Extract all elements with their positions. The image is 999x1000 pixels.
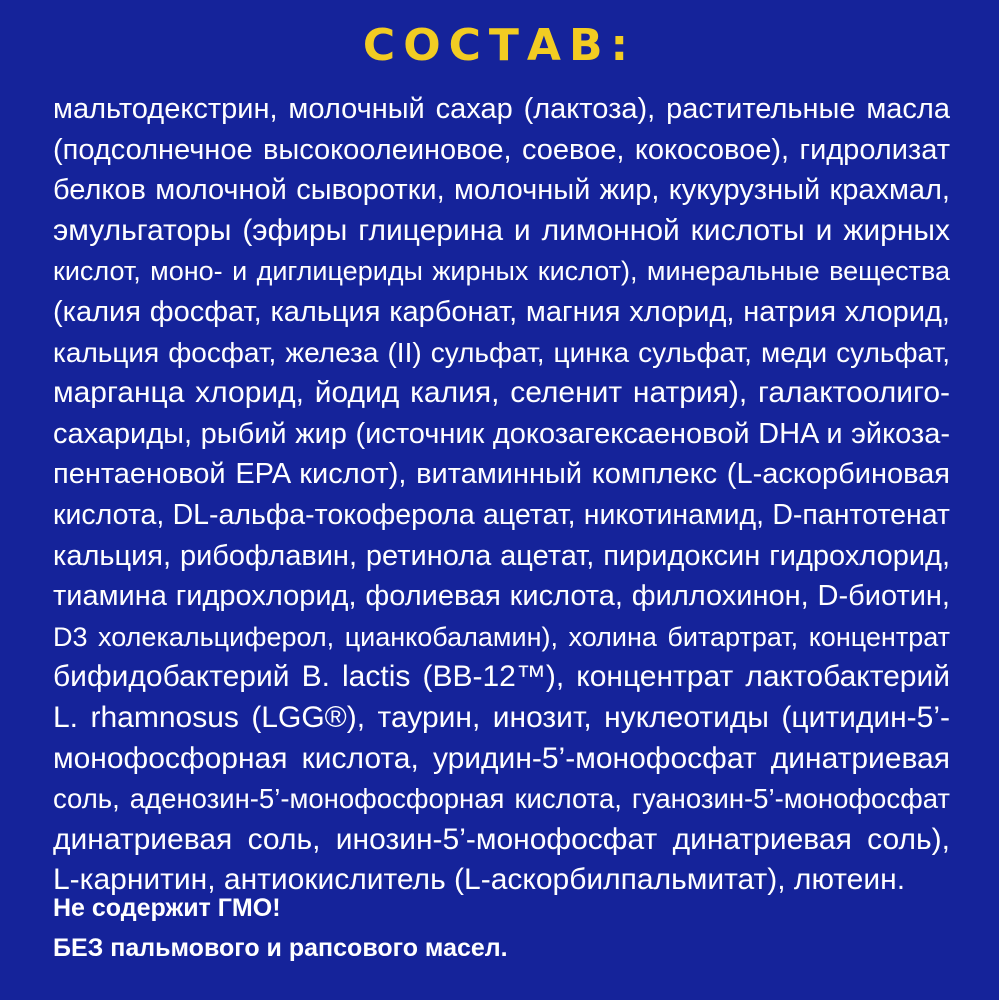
ingredients-line: динатриевая соль, инозин-5’-монофосфат динатриевая соль), <box>53 822 950 856</box>
ingredients-line: сахариды, рыбий жир (источник докозагексаеновой DHA и эйкоза- <box>53 417 950 450</box>
ingredients-line: L-карнитин, антиокислитель (L-аскорбилпальмитат), лютеин. <box>53 863 906 897</box>
ingredients-line: монофосфорная кислота, уридин-5’-монофосфат динатриевая <box>53 741 950 775</box>
ingredients-line: белков молочной сыворотки, молочный жир, кукурузный крахмал, <box>53 174 950 207</box>
ingredients-line: D3 холекальциферол, цианкобаламин), холина битартрат, концентрат <box>53 621 950 652</box>
ingredients-line: эмульгаторы (эфиры глицерина и лимонной кислоты и жирных <box>53 213 950 247</box>
ingredients-line: пентаеновой EPA кислот), витаминный комплекс (L-аскорбиновая <box>53 458 950 491</box>
ingredients-line: (подсолнечное высокоолеиновое, соевое, кокосовое), гидролизат <box>53 133 950 166</box>
no-palm-oil-note: БЕЗ пальмового и рапсового масел. <box>53 934 508 962</box>
ingredients-line: кальция, рибофлавин, ретинола ацетат, пиридоксин гидрохлорид, <box>53 539 950 572</box>
ingredients-line: L. rhamnosus (LGG®), таурин, инозит, нуклеотиды (цитидин-5’- <box>53 700 950 734</box>
notes-block <box>53 888 508 968</box>
ingredients-line: бифидобактерий B. lactis (BB-12™), концентрат лактобактерий <box>53 660 950 694</box>
ingredients-line: кислота, DL-альфа-токоферола ацетат, никотинамид, D-пантотенат <box>53 498 950 531</box>
composition-title: СОСТАВ: <box>362 20 637 71</box>
ingredients-text <box>53 89 950 901</box>
ingredients-line: (калия фосфат, кальция карбонат, магния хлорид, натрия хлорид, <box>53 295 950 328</box>
ingredients-line: кальция фосфат, железа (II) сульфат, цинка сульфат, меди сульфат, <box>53 336 950 368</box>
ingredients-line: мальтодекстрин, молочный сахар (лактоза), растительные масла <box>53 93 950 125</box>
ingredients-line: тиамина гидрохлорид, фолиевая кислота, филлохинон, D-биотин, <box>53 580 950 613</box>
ingredients-line: кислот, моно- и диглицериды жирных кислот), минеральные вещества <box>53 256 950 287</box>
no-gmo-note: Не содержит ГМО! <box>53 894 281 922</box>
ingredients-line: марганца хлорид, йодид калия, селенит натрия), галактоолиго- <box>53 376 950 410</box>
ingredients-line: соль, аденозин-5’-монофосфорная кислота, гуанозин-5’-монофосфат <box>53 783 950 815</box>
